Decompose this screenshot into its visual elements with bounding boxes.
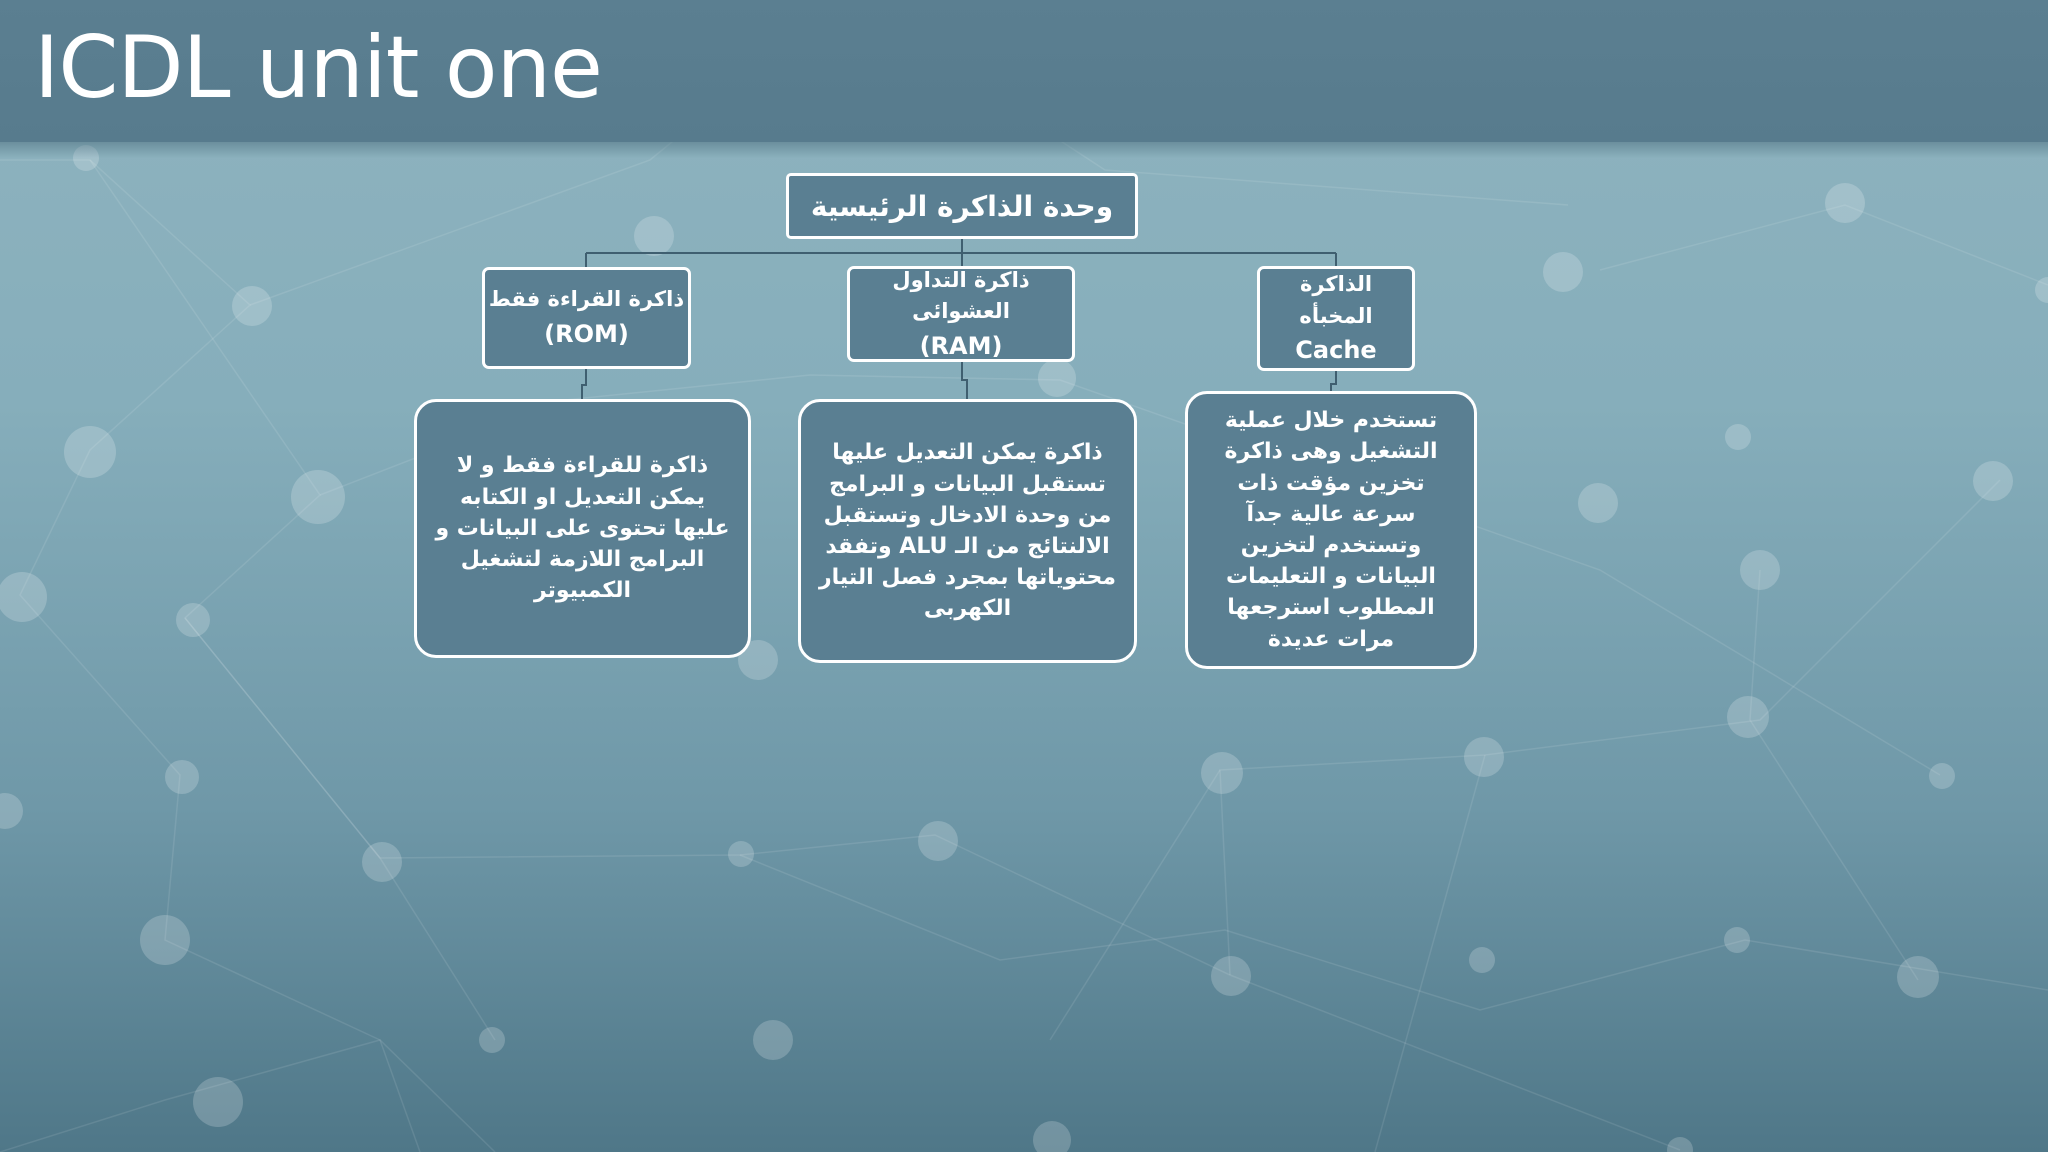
rom-code: (ROM) (544, 319, 629, 348)
ram-description-box (798, 399, 1137, 663)
main-memory-label: وحدة الذاكرة الرئيسية (810, 189, 1114, 223)
cache-heading: الذاكرة المخبأه (1299, 272, 1373, 328)
ram-description: ذاكرة يمكن التعديل عليها تستقبل البيانات و البرامج من وحدة الادخال وتستقبل الالنتائج من الـ ALU وتفقد محتوياتها بمجرد فصل التيار الكهربى (818, 440, 1117, 622)
ram-code: (RAM) (919, 331, 1003, 360)
cache-description: تستخدم خلال عملية التشغيل وهى ذاكرة تخزين مؤقت ذات سرعة عالية جدآ وتستخدم لتخزين البيانات و التعليمات المطلوب استرجعها مرات عديدة (1224, 408, 1438, 652)
ram-node (847, 266, 1075, 362)
main-memory-node (786, 173, 1138, 239)
cache-node (1257, 266, 1415, 371)
title-bar-shadow (0, 142, 2048, 158)
rom-description-box (414, 399, 751, 658)
rom-description: ذاكرة للقراءة فقط و لا يمكن التعديل او الكتابه عليها تحتوى على البيانات و البرامج اللازمة لتشغيل الكمبيوتر (435, 453, 730, 604)
cache-code: Cache (1295, 336, 1377, 364)
rom-node (482, 267, 691, 369)
slide-title: ICDL unit one (34, 18, 602, 118)
cache-description-box (1185, 391, 1477, 669)
rom-heading: ذاكرة القراءة فقط (488, 287, 685, 312)
ram-heading: ذاكرة التداول العشوائى (892, 267, 1030, 323)
